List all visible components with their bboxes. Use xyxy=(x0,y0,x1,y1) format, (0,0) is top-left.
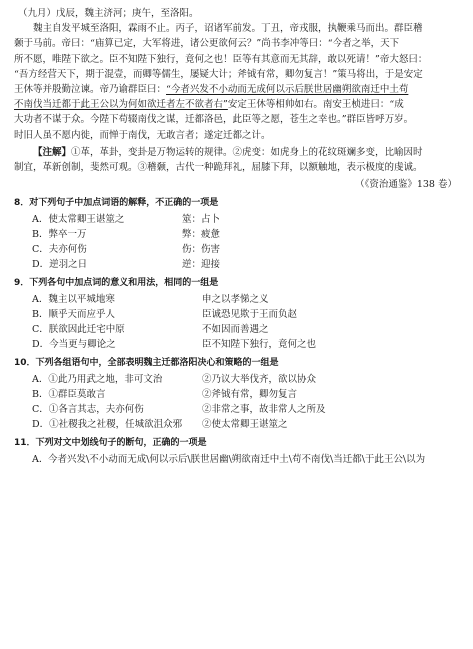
option-row xyxy=(14,417,463,432)
option-gloss: 逆：迎接 xyxy=(182,259,221,271)
passage-line: 所不愿，唯陛下欲之。臣不知陛下独行，竟何之也！臣等有其意而无其辞，敢以死请！”帝大怒曰： xyxy=(14,53,428,65)
question-title: 11．下列对文中划线句子的断句，正确的一项是 xyxy=(14,438,207,449)
option-row xyxy=(14,452,463,467)
option-gloss: 伤：伤害 xyxy=(182,244,221,256)
option-row xyxy=(14,337,463,352)
passage-text: 王休等并殷勤泣谏。帝乃谕群臣曰： xyxy=(14,84,167,96)
question-8 xyxy=(14,196,463,272)
option-sentence: 魏主以平城地寒 xyxy=(48,293,115,305)
option-sentence: 逆羽之日 xyxy=(49,259,88,271)
option-key: A． xyxy=(32,373,49,385)
option-key: D． xyxy=(32,419,50,431)
option-key: A． xyxy=(32,293,49,305)
question-title: 8．对下列句子中加点词语的解释，不正确的一项是 xyxy=(14,198,219,209)
option-row xyxy=(14,307,463,322)
option-row xyxy=(14,242,463,257)
option-row xyxy=(14,212,463,227)
underlined-sentence: 不南伐当迁都于此王公以为何如欲迁者左不欲者右” xyxy=(14,99,228,111)
option-key: C． xyxy=(32,244,49,256)
option-row xyxy=(14,292,463,307)
option-sentence-2: 臣诚恐见欺于王而负赵 xyxy=(202,308,298,320)
option-key: B． xyxy=(32,308,49,320)
option-sentence: ①社稷我之社稷，任城欲沮众邪 xyxy=(49,419,183,431)
passage-line: 时旧人虽不愿内徙，而惮于南伐，无敢言者；遂定迁都之计。 xyxy=(14,129,271,141)
option-gloss: 弊：疲惫 xyxy=(182,228,221,240)
option-row xyxy=(14,322,463,337)
passage-line: “吾方经营天下，期于混壹，而卿等儒生，屡疑大计；斧钺有常，卿勿复言！”策马将出，于是安定 xyxy=(14,68,423,80)
option-key: D． xyxy=(32,259,50,271)
option-sentence: 今当更与卿论之 xyxy=(49,339,116,351)
option-row xyxy=(14,372,463,387)
option-sentence-2: 申之以孝悌之义 xyxy=(202,293,269,305)
notes-text: ①革，革卦，变卦是万物运转的规律。②虎变：如虎身上的花纹斑斓多变，比喻因时 xyxy=(71,146,423,158)
option-row xyxy=(14,227,463,242)
passage-line xyxy=(14,97,463,112)
option-key: A． xyxy=(32,213,49,225)
option-gloss: 筮：占卜 xyxy=(182,213,221,225)
question-10 xyxy=(14,356,463,432)
option-sentence: 弊卒一万 xyxy=(48,228,87,240)
option-key: B． xyxy=(32,228,49,240)
passage-line: 魏主自发平城至洛阳，霖雨不止。丙子，诏诸军前发。丁丑，帝戎服，执鞭乘马而出。群臣稽 xyxy=(33,23,423,35)
option-sentence-2: ②斧钺有常，卿勿复言 xyxy=(202,388,298,400)
option-key: D． xyxy=(32,339,50,351)
question-9 xyxy=(14,276,463,352)
option-key: A． xyxy=(32,453,49,465)
option-sentence-2: ②使太常卿王谌筮之 xyxy=(202,419,288,431)
option-sentence-2: ②非常之事，故非常人之所及 xyxy=(202,404,326,416)
source-citation: （《资治通鉴》138 卷） xyxy=(355,179,457,191)
option-sentence-2: 不如因而善遇之 xyxy=(202,324,269,336)
option-row xyxy=(14,387,463,402)
option-row xyxy=(14,402,463,417)
option-sentence: ①群臣莫敢言 xyxy=(48,388,106,400)
option-sentence: ①此乃用武之地，非可文治 xyxy=(48,373,163,385)
passage-line: （九月）戊辰，魏主济河；庚午，至洛阳。 xyxy=(18,8,199,19)
option-key: C． xyxy=(32,324,49,336)
option-sentence: 夫亦何伤 xyxy=(48,244,87,256)
option-sentence: 朕欲因此迁宅中原 xyxy=(48,324,125,336)
option-sentence: 使太常卿王谌筮之 xyxy=(48,213,125,225)
option-sentence: 今者兴发\不小动而无成\何以示后\朕世居幽\朔欲南迁中土\苟不南伐\当迁都\于此王公\以为 xyxy=(48,453,426,465)
underlined-sentence: “今者兴发不小动而无成何以示后朕世居幽朔欲南迁中土苟 xyxy=(166,84,409,96)
question-title: 10．下列各组语句中，全部表明魏主迁都洛阳决心和策略的一组是 xyxy=(14,358,279,369)
option-sentence-2: 臣不知陛下独行，竟何之也 xyxy=(202,339,317,351)
option-key: C． xyxy=(32,404,49,416)
option-sentence: ①各言其志，夫亦何伤 xyxy=(48,404,144,416)
notes-line: 制宜，革新创制，斐然可观。③稽颡，古代一种跪拜礼，屈膝下拜，以额触地，表示极度的虔诚。 xyxy=(14,162,423,174)
passage-line: 大功者不谋于众。今陛下苟辍南伐之谋，迁都洛邑，此臣等之愿，苍生之幸也。”群臣皆呼万岁。 xyxy=(14,114,414,126)
passage-line xyxy=(14,82,463,97)
option-sentence: 顺乎天而应乎人 xyxy=(48,308,115,320)
question-title: 9．下列各句中加点词的意义和用法，相同的一组是 xyxy=(14,278,219,289)
passage-text: 安定王休等相帅如右。南安王桢进曰：“成 xyxy=(227,99,404,111)
question-11 xyxy=(14,436,463,466)
passage-line: 颡于马前。帝曰：“庙算已定，大军将进，诸公更欲何云？”尚书李冲等曰：“今者之举，天下 xyxy=(14,38,400,50)
option-sentence-2: ②乃议大举伐齐，欲以协众 xyxy=(202,373,317,385)
notes-label: 【注解】 xyxy=(33,146,72,158)
option-row xyxy=(14,257,463,272)
notes-line xyxy=(14,145,463,160)
option-key: B． xyxy=(32,388,49,400)
